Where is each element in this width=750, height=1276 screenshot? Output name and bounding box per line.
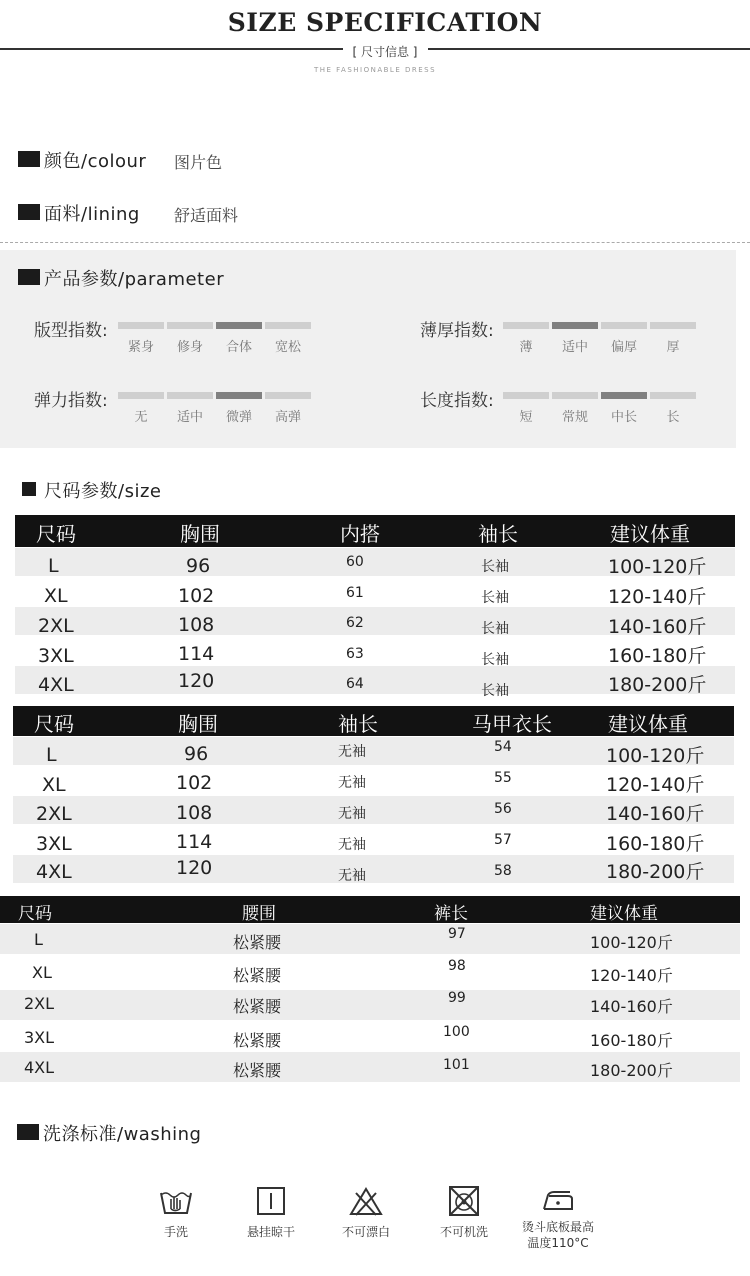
scale-segment [601,322,647,329]
table-cell: 58 [494,863,512,879]
table-cell: 114 [178,643,215,665]
size-table-2 [0,706,750,888]
scale-segment [118,322,164,329]
scale-segment [167,322,213,329]
col-header: 胸围 [180,522,220,546]
colour-bullet [18,151,40,167]
iron-icon [540,1185,576,1217]
col-header: 袖长 [338,712,378,736]
scale-option: 高弹 [274,410,301,425]
table-cell: L [46,744,57,766]
size-table-1 [0,515,750,697]
thickness-index-label: 薄厚指数: [420,321,494,341]
no-bleach-icon [348,1185,384,1217]
col-header: 建议体重 [608,712,688,736]
table-cell: 120 [176,857,213,879]
table-cell: 长袖 [481,652,509,668]
table-cell: 4XL [24,1058,55,1077]
lining-bullet [18,204,40,220]
table-cell: 无袖 [338,837,366,853]
table-cell: L [34,930,43,949]
size-bullet [22,482,36,496]
table-cell: 100-120斤 [590,933,673,952]
table-cell: 57 [494,832,512,848]
table-cell: 180-200斤 [608,674,707,696]
col-header: 胸围 [178,712,218,736]
table-cell: 2XL [36,803,72,825]
col-header: 马甲衣长 [472,712,552,736]
washing-label: 悬挂晾干 [246,1225,295,1239]
page-title: SIZE SPECIFICATION [227,8,543,37]
table-cell: 120-140斤 [606,774,705,796]
scale-option: 宽松 [274,340,301,355]
table-cell: 140-160斤 [606,803,705,825]
table-cell: XL [44,585,68,607]
table-cell: 100-120斤 [606,745,705,767]
scale-option: 无 [134,410,148,425]
table-cell: 100 [443,1024,470,1040]
table-cell: 无袖 [338,775,366,791]
size-title: 尺码参数/size [44,481,162,502]
scale-option: 厚 [666,340,680,355]
table-cell: 松紧腰 [233,997,282,1016]
size-table-3 [0,896,750,1082]
table-cell: 160-180斤 [590,1031,673,1050]
scale-segment-selected [216,322,262,329]
parameter-title: 产品参数/parameter [44,269,225,290]
table-cell: 55 [494,770,512,786]
scale-segment [503,392,549,399]
scale-segment [650,392,696,399]
table-cell: 114 [176,831,213,853]
washing-item-iron [513,1185,603,1255]
col-header: 尺码 [34,712,74,736]
stretch-index-label: 弹力指数: [34,391,108,411]
scale-segment [650,322,696,329]
table-cell: 56 [494,801,512,817]
table-cell: 3XL [36,833,72,855]
washing-label: 手洗 [163,1225,188,1239]
scale-segment [552,392,598,399]
scale-option: 适中 [561,340,588,355]
scale-segment-selected [552,322,598,329]
table-cell: 61 [346,585,364,601]
table-cell: 180-200斤 [606,861,705,883]
colour-value: 图片色 [174,153,223,172]
scale-segment-selected [216,392,262,399]
table-cell: 160-180斤 [608,645,707,667]
scale-option: 合体 [225,340,252,355]
table-cell: 60 [346,554,364,570]
colour-label: 颜色/colour [44,151,147,172]
col-header: 内搭 [340,522,380,546]
table-cell: 62 [346,615,364,631]
scale-segment [503,322,549,329]
washing-item-no-machine-wash [419,1185,509,1245]
table-cell: 63 [346,646,364,662]
table-cell: 无袖 [338,744,366,760]
table-cell: 长袖 [481,683,509,699]
table-cell: 64 [346,676,364,692]
hand-wash-icon [158,1185,194,1217]
col-header: 尺码 [18,904,52,924]
lining-label: 面料/lining [44,204,140,225]
table-cell: 120 [178,670,215,692]
table-cell: 松紧腰 [233,933,282,952]
table-cell: 96 [186,555,211,577]
table-cell: 160-180斤 [606,833,705,855]
washing-title: 洗涤标准/washing [43,1124,202,1145]
table-cell: 102 [178,585,215,607]
table-cell: 102 [176,772,213,794]
table-cell: 长袖 [481,621,509,637]
table-cell: 140-160斤 [608,616,707,638]
table-cell: 松紧腰 [233,966,282,985]
hang-dry-icon [253,1185,289,1217]
table-cell: 140-160斤 [590,997,673,1016]
table-cell: 4XL [36,861,72,883]
washing-item-no-bleach [321,1185,411,1245]
col-header: 建议体重 [590,904,658,924]
table-cell: 无袖 [338,868,366,884]
scale-segment [167,392,213,399]
col-header: 腰围 [242,904,276,924]
scale-option: 微弹 [225,410,252,425]
washing-item-hang-dry [226,1185,316,1245]
table-cell: 2XL [24,994,55,1013]
table-cell: 54 [494,739,512,755]
fit-index-label: 版型指数: [34,321,108,341]
scale-option: 紧身 [127,340,154,355]
washing-label: 不可漂白 [341,1225,390,1239]
washing-label: 烫斗底板最高 [521,1220,594,1234]
table-cell: 长袖 [481,590,509,606]
table-cell: 长袖 [481,559,509,575]
col-header: 尺码 [36,522,76,546]
washing-bullet [17,1124,39,1140]
table-cell: 108 [176,802,213,824]
washing-label-2: 温度110°C [527,1236,589,1250]
scale-segment-selected [601,392,647,399]
table-cell: 98 [448,958,466,974]
section-divider [0,242,750,243]
table-cell: 松紧腰 [233,1031,282,1050]
table-cell: 120-140斤 [590,966,673,985]
scale-option: 偏厚 [610,340,637,355]
table-cell: 120-140斤 [608,586,707,608]
scale-segment [118,392,164,399]
table-cell: 4XL [38,674,74,696]
table-cell: XL [42,774,66,796]
scale-option: 薄 [519,340,533,355]
scale-option: 适中 [176,410,203,425]
col-header: 裤长 [434,904,468,924]
parameter-bullet [18,269,40,285]
scale-option: 短 [519,410,533,425]
table-cell: 97 [448,926,466,942]
scale-option: 修身 [176,340,203,355]
table-cell: L [48,555,59,577]
table-cell: 无袖 [338,806,366,822]
col-header: 建议体重 [610,522,690,546]
scale-segment [265,322,311,329]
length-index-label: 长度指数: [420,391,494,411]
table-cell: 2XL [38,615,74,637]
washing-item-hand-wash [131,1185,221,1245]
table-cell: XL [32,963,52,982]
table-cell: 96 [184,743,209,765]
table-cell: 180-200斤 [590,1061,673,1080]
table-cell: 108 [178,614,215,636]
scale-option: 中长 [610,410,637,425]
scale-option: 长 [666,410,680,425]
table-cell: 101 [443,1057,470,1073]
table-cell: 100-120斤 [608,556,707,578]
table-cell: 3XL [24,1028,55,1047]
no-machine-wash-icon [446,1185,482,1217]
table-cell: 3XL [38,645,74,667]
scale-segment [265,392,311,399]
table-cell: 99 [448,990,466,1006]
header-tagline: THE FASHIONABLE DRESS [313,66,437,74]
scale-option: 常规 [561,410,588,425]
washing-label: 不可机洗 [439,1225,488,1239]
lining-value: 舒适面料 [174,206,239,225]
table-cell: 松紧腰 [233,1061,282,1080]
col-header: 袖长 [478,522,518,546]
header-subtitle: [ 尺寸信息 ] [0,43,750,60]
